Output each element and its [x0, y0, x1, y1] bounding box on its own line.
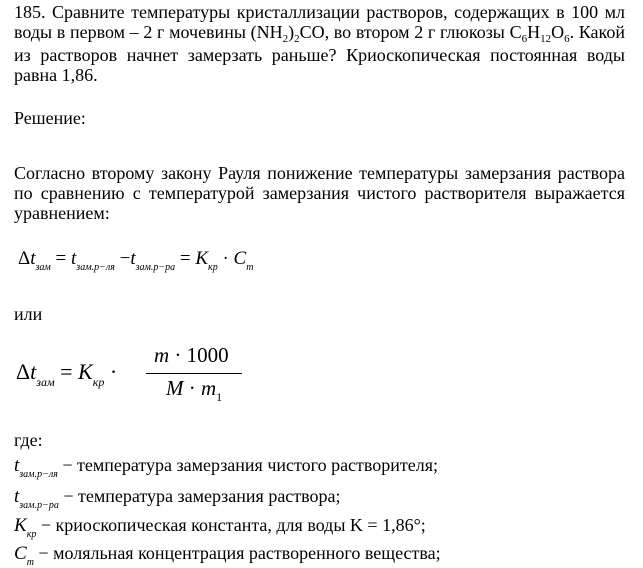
subscript: 6 [564, 33, 570, 45]
eq-subscript: зам.р−ля [76, 262, 115, 273]
def-subscript: кр [26, 529, 37, 540]
eq-subscript: кр [208, 262, 218, 273]
eq-symbol: m [154, 343, 170, 367]
def-text: − моляльная концентрация растворенного вещества; [33, 543, 441, 563]
equation-cryoscopic [16, 343, 316, 405]
eq-subscript: зам.р−ра [135, 262, 176, 273]
eq-operator: · [183, 376, 201, 400]
eq-operator: · [217, 248, 234, 269]
delta-symbol: Δ [18, 248, 31, 269]
eq-operator: = [50, 248, 72, 269]
solution-heading: Решение: [14, 108, 86, 128]
definition-c-molality [14, 543, 441, 568]
eq-number: · 1000 [169, 343, 229, 367]
problem-text-part-2: ) [288, 22, 295, 42]
equation-freezing-depression [18, 248, 254, 273]
def-text: − криоскопическая константа, для воды K = 1,86°; [36, 515, 426, 535]
problem-text-part-4: . Какой из растворов начнет замерзать раньше? Криоскопическая постоянная воды равна 1,86. [14, 22, 625, 85]
problem-text-part-3: CO, во втором 2 г глюкозы C [299, 22, 522, 42]
eq-symbol: t [71, 248, 77, 269]
subscript: 2 [282, 33, 289, 45]
equation-lhs [16, 359, 118, 389]
def-subscript: зам.р−ра [19, 500, 59, 511]
eq-subscript: кр [92, 375, 105, 389]
def-symbol: K [14, 515, 27, 536]
eq-symbol: t [130, 248, 136, 269]
problem-text-part-1: 185. Сравните температуры кристаллизации растворов, содержащих в 100 мл воды в первом – 2 г мочевины (NH [14, 2, 625, 42]
fraction-denominator [166, 376, 223, 404]
definition-k-cryoscopic [14, 515, 426, 540]
eq-subscript: m [246, 262, 254, 273]
raoult-law-paragraph: Согласно второму закону Рауля понижение температуры замерзания раствора по сравнению с температурой замерзания чистого растворителя выражается уравнением: [14, 163, 625, 223]
problem-statement [14, 2, 625, 85]
where-word: где: [14, 430, 43, 450]
eq-operator: = [175, 248, 196, 269]
eq-symbol: t [30, 248, 36, 269]
formula-letter: H [527, 22, 541, 42]
fraction-numerator [154, 343, 229, 368]
subscript: 12 [540, 33, 552, 45]
def-symbol: C [14, 543, 27, 564]
eq-symbol: K [78, 359, 93, 384]
eq-symbol: C [233, 248, 247, 269]
def-subscript: m [26, 557, 34, 568]
eq-operator: · [104, 359, 118, 384]
delta-symbol: Δ [16, 359, 31, 384]
def-symbol: t [14, 455, 20, 476]
def-subscript: зам.р−ля [19, 469, 58, 480]
definition-t-solvent [14, 455, 439, 480]
eq-operator: − [114, 248, 131, 269]
eq-symbol: K [195, 248, 209, 269]
def-symbol: t [14, 486, 20, 507]
or-word: или [14, 304, 43, 324]
definition-t-solution [14, 486, 341, 511]
eq-symbol: M [166, 376, 184, 400]
eq-symbol: m [201, 376, 217, 400]
eq-symbol: t [30, 359, 37, 384]
def-text: − температура замерзания чистого растворителя; [57, 455, 439, 475]
eq-subscript: зам [35, 262, 51, 273]
eq-subscript: зам [36, 375, 55, 389]
eq-subscript: 1 [216, 390, 223, 404]
def-text: − температура замерзания раствора; [58, 486, 341, 506]
formula-letter: O [551, 22, 565, 42]
subscript: 2 [294, 33, 300, 45]
eq-operator: = [54, 359, 79, 384]
fraction-bar [146, 373, 242, 374]
subscript: 6 [521, 33, 528, 45]
